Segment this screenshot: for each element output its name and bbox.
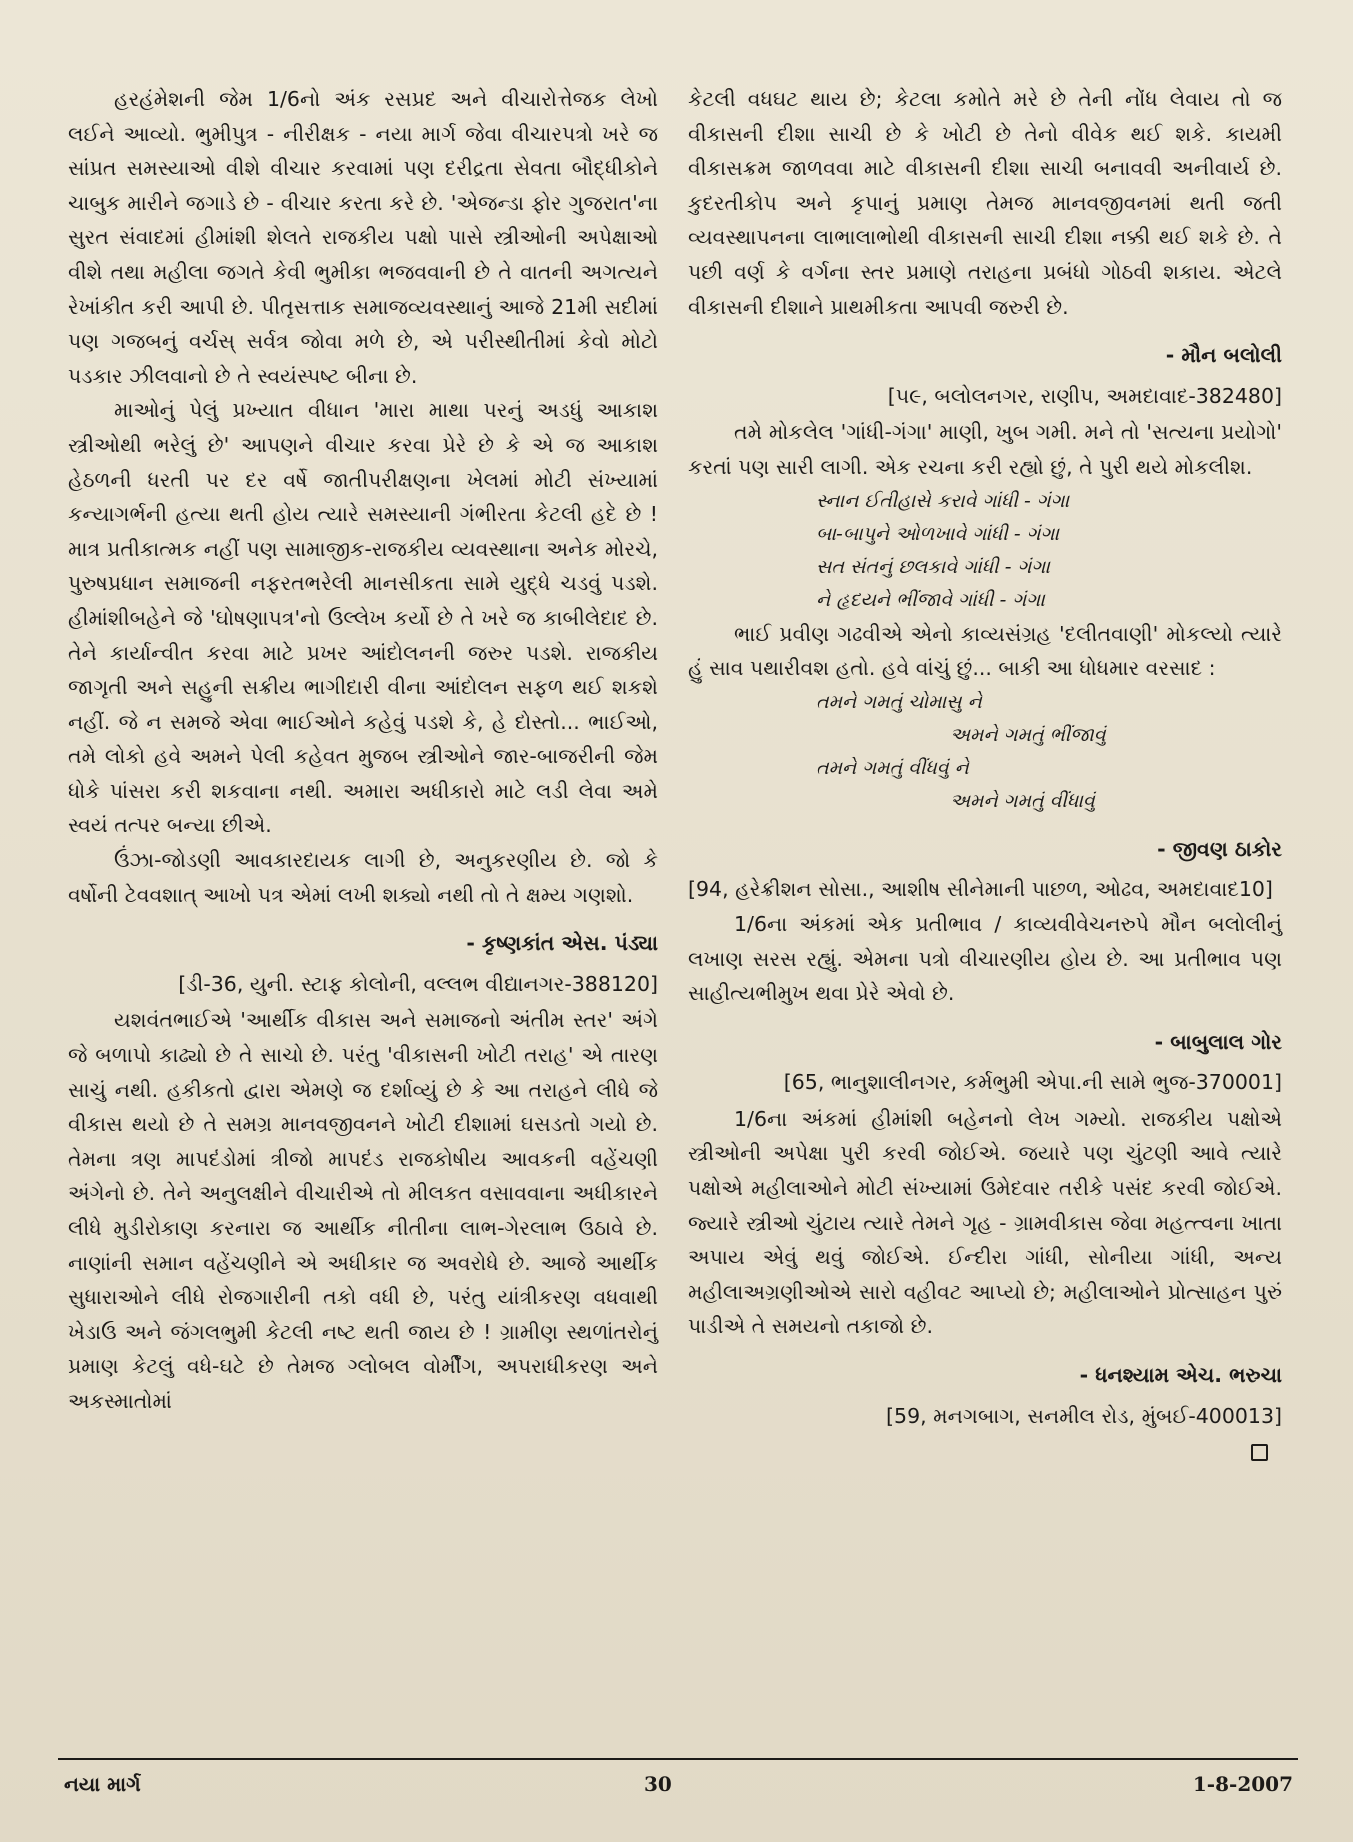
poem-line: સત સંતનું છલકાવે ગાંધી - ગંગા — [816, 555, 1050, 578]
poem-line: અમને ગમતું વીંધાવું — [950, 789, 1095, 812]
poem-line: તમને ગમતું ચોમાસુ ને — [816, 690, 982, 713]
letter-signature: - જીવણ ઠાકોર — [1157, 836, 1282, 861]
letter-paragraph: 1/6ના અંકમાં એક પ્રતીભાવ / કાવ્યવીવેચનરુપે મૌન બલોલીનું લખાણ સરસ રહ્યું. એમના પત્રો વીચારણીય હોય છે. આ પ્રતીભાવ પણ સાહીત્યભીમુખ થવા પ્રેરે એવો છે. — [688, 911, 1282, 1006]
right-column — [688, 82, 1282, 1472]
letter-address: [ડી-36, યુની. સ્ટાફ કોલોની, વલ્લભ વીદ્યાનગર-388120] — [178, 971, 658, 996]
letter-signature: - કૃષ્ણકાંત એસ. પંડ્યા — [466, 931, 658, 956]
letter-paragraph: ઉંઝા-જોડણી આવકારદાયક લાગી છે, અનુકરણીય છે. જો કે વર્ષોની ટેવવશાત્ આખો પત્ર એમાં લખી શક્યો નથી તો તે ક્ષમ્ય ગણશો. — [68, 848, 658, 907]
poem-line: ને હૃદયને ભીંજાવે ગાંધી - ગંગા — [816, 588, 1045, 611]
poem-chomasu — [688, 686, 1282, 818]
letter-paragraph: કેટલી વધઘટ થાય છે; કેટલા કમોતે મરે છે તેની નોંધ લેવાય તો જ વીકાસની દીશા સાચી છે કે ખોટી છે તેનો વીવેક થઈ શકે. કાયમી વીકાસક્રમ જાળવવા માટે વીકાસની દીશા સાચી બનાવવી અનીવાર્ય છે. કુદરતીકોપ અને કૃપાનું પ્રમાણ તેમજ માનવજીવનમાં થતી જતી વ્યવસ્થાપનના લાભાલાભોથી વીકાસની સાચી દીશા નક્કી થઈ શકે છે. તે પછી વર્ણ કે વર્ગના સ્તર પ્રમાણે તરાહના પ્રબંધો ગોઠવી શકાય. એટલે વીકાસની દીશાને પ્રાથમીકતા આપવી જરુરી છે. — [688, 87, 1282, 319]
poem-gandhi-ganga — [688, 485, 1282, 617]
letter-paragraph: માઓનું પેલું પ્રખ્યાત વીધાન 'મારા માથા પરનું અડધું આકાશ સ્ત્રીઓથી ભરેલું છે' આપણને વીચાર કરવા પ્રેરે છે કે એ જ આકાશ હેઠળની ધરતી પર દર વર્ષે જાતીપરીક્ષણના ખેલમાં મોટી સંખ્યામાં કન્યાગર્ભની હત્યા થતી હોય ત્યારે સમસ્યાની ગંભીરતા કેટલી હદે છે ! માત્ર પ્રતીકાત્મક નહીં પણ સામાજીક-રાજકીય વ્યવસ્થાના અનેક મોરચે, પુરુષપ્રધાન સમાજની નફરતભરેલી માનસીકતા સામે યુદ્ધે ચડવું પડશે. હીમાંશીબહેને જે 'ઘોષણાપત્ર'નો ઉલ્લેખ કર્યો છે તે ખરે જ કાબીલેદાદ છે. તેને કાર્યાન્વીત કરવા માટે પ્રખર આંદોલનની જરુર પડશે. રાજકીય જાગૃતી અને સહુની સક્રીય ભાગીદારી વીના આંદોલન સફળ થઈ શકશે નહીં. જે ન સમજે એવા ભાઈઓને કહેવું પડશે કે, હે દોસ્તો... ભાઈઓ, તમે લોકો હવે અમને પેલી કહેવત મુજબ સ્ત્રીઓને જાર-બાજરીની જેમ ધોકે પાંસરા કરી શકવાના નથી. અમારા અધીકારો માટે લડી લેવા અમે સ્વયં તત્પર બન્યા છીએ. — [68, 398, 658, 838]
footer-rule — [58, 1758, 1298, 1760]
poem-line: અમને ગમતું ભીંજાવું — [950, 723, 1106, 746]
letter-paragraph: ભાઈ પ્રવીણ ગઢવીએ એનો કાવ્યસંગ્રહ 'દલીતવાણી' મોકલ્યો ત્યારે હું સાવ પથારીવશ હતો. હવે વાંચું છું... બાકી આ ધોધમાર વરસાદ : — [688, 621, 1282, 681]
poem-line: તમને ગમતું વીંધવું ને — [816, 756, 969, 779]
letter-paragraph: યશવંતભાઈએ 'આર્થીક વીકાસ અને સમાજનો અંતીમ સ્તર' અંગે જે બળાપો કાઢ્યો છે તે સાચો છે. પરંતુ 'વીકાસની ખોટી તરાહ' એ તારણ સાચું નથી. હકીકતો દ્વારા એમણે જ દર્શાવ્યું છે કે આ તરાહને લીધે જે વીકાસ થયો છે તે સમગ્ર માનવજીવનને ખોટી દીશામાં ઘસડતો ગયો છે. તેમના ત્રણ માપદંડોમાં ત્રીજો માપદંડ રાજકોષીય આવકની વહેંચણી અંગેનો છે. તેને અનુલક્ષીને વીચારીએ તો મીલકત વસાવવાના અધીકારને લીધે મુડીરોકાણ કરનારા જ આર્થીક નીતીના લાભ-ગેરલાભ ઉઠાવે છે. નાણાંની સમાન વહેંચણીને એ અધીકાર જ અવરોધે છે. આજે આર્થીક સુધારાઓને લીધે રોજગારીની તકો વધી છે, પરંતુ યાંત્રીકરણ વધવાથી ખેડાઉ અને જંગલભુમી કેટલી નષ્ટ થતી જાય છે ! ગ્રામીણ સ્થળાંતરોનું પ્રમાણ કેટલું વધે-ઘટે છે તેમજ ગ્લોબલ વોર્મીંગ, અપરાધીકરણ અને અકસ્માતોમાં — [68, 1008, 658, 1413]
letter-address: [65, ભાનુશાલીનગર, કર્મભુમી એપા.ની સામે ભુજ-370001] — [783, 1070, 1282, 1095]
letter-signature: - ધનશ્યામ એચ. ભરુચા — [1079, 1363, 1282, 1388]
letter-signature: - મૌન બલોલી — [1165, 343, 1282, 368]
letter-address: [૫૯, બલોલનગર, રાણીપ, અમદાવાદ-382480] — [887, 383, 1282, 408]
footer-magazine-name: નયા માર્ગ — [64, 1772, 141, 1796]
letter-address: [59, મનગબાગ, સનમીલ રોડ, મુંબઈ-400013] — [886, 1403, 1282, 1428]
left-column — [68, 82, 658, 1419]
letter-paragraph: 1/6ના અંકમાં હીમાંશી બહેનનો લેખ ગમ્યો. રાજકીય પક્ષોએ સ્ત્રીઓની અપેક્ષા પુરી કરવી જોઈએ. જયારે પણ ચુંટણી આવે ત્યારે પક્ષોએ મહીલાઓને મોટી સંખ્યામાં ઉમેદવાર તરીકે પસંદ કરવી જોઈએ. જ્યારે સ્ત્રીઓ ચુંટાય ત્યારે તેમને ગૃહ - ગ્રામવીકાસ જેવા મહત્ત્વના ખાતા અપાય એવું થવું જોઈએ. ઈન્દીરા ગાંધી, સોનીયા ગાંધી, અન્ય મહીલાઅગ્રણીઓએ સારો વહીવટ આપ્યો છે; મહીલાઓને પ્રોત્સાહન પુરું પાડીએ તે સમયનો તકાજો છે. — [688, 1106, 1282, 1339]
letter-paragraph: તમે મોકલેલ 'ગાંધી-ગંગા' માણી, ખુબ ગમી. મને તો 'સત્યના પ્રયોગો' કરતાં પણ સારી લાગી. એક રચના કરી રહ્યો છું, તે પુરી થયે મોકલીશ. — [688, 420, 1282, 479]
page-number: 30 — [644, 1772, 672, 1796]
end-mark — [688, 1437, 1268, 1472]
letter-address: [94, હરેક્રીશન સોસા., આશીષ સીનેમાની પાછળ, ઓઢવ, અમદાવાદ10] — [688, 877, 1273, 902]
letter-paragraph: હરહંમેશની જેમ 1/6નો અંક રસપ્રદ અને વીચારોત્તેજક લેખો લઈને આવ્યો. ભુમીપુત્ર - નીરીક્ષક - નયા માર્ગ જેવા વીચારપત્રો ખરે જ સાંપ્રત સમસ્યાઓ વીશે વીચાર કરવામાં પણ દરીદ્રતા સેવતા બૌદ્ધીકોને ચાબુક મારીને જગાડે છે - વીચાર કરતા કરે છે. 'એજન્ડા ફોર ગુજરાત'ના સુરત સંવાદમાં હીમાંશી શેલતે રાજકીય પક્ષો પાસે સ્ત્રીઓની અપેક્ષાઓ વીશે તથા મહીલા જગતે કેવી ભુમીકા ભજવવાની છે તે વાતની અગત્યને રેખાંકીત કરી આપી છે. પીતૃસત્તાક સમાજવ્યવસ્થાનું આજે 21મી સદીમાં પણ ગજબનું વર્ચસ્ સર્વત્ર જોવા મળે છે, એ પરીસ્થીતીમાં કેવો મોટો પડકાર ઝીલવાનો છે તે સ્વયંસ્પષ્ટ બીના છે. — [68, 87, 658, 388]
letter-signature: - બાબુલાલ ગોર — [1154, 1029, 1282, 1054]
poem-line: સ્નાન ઈતીહાસે કરાવે ગાંધી - ગંગા — [816, 489, 1070, 512]
poem-line: બા-બાપુને ઓળખાવે ગાંધી - ગંગા — [816, 522, 1060, 545]
issue-date: 1-8-2007 — [1192, 1772, 1293, 1796]
end-square-icon — [1251, 1444, 1268, 1461]
